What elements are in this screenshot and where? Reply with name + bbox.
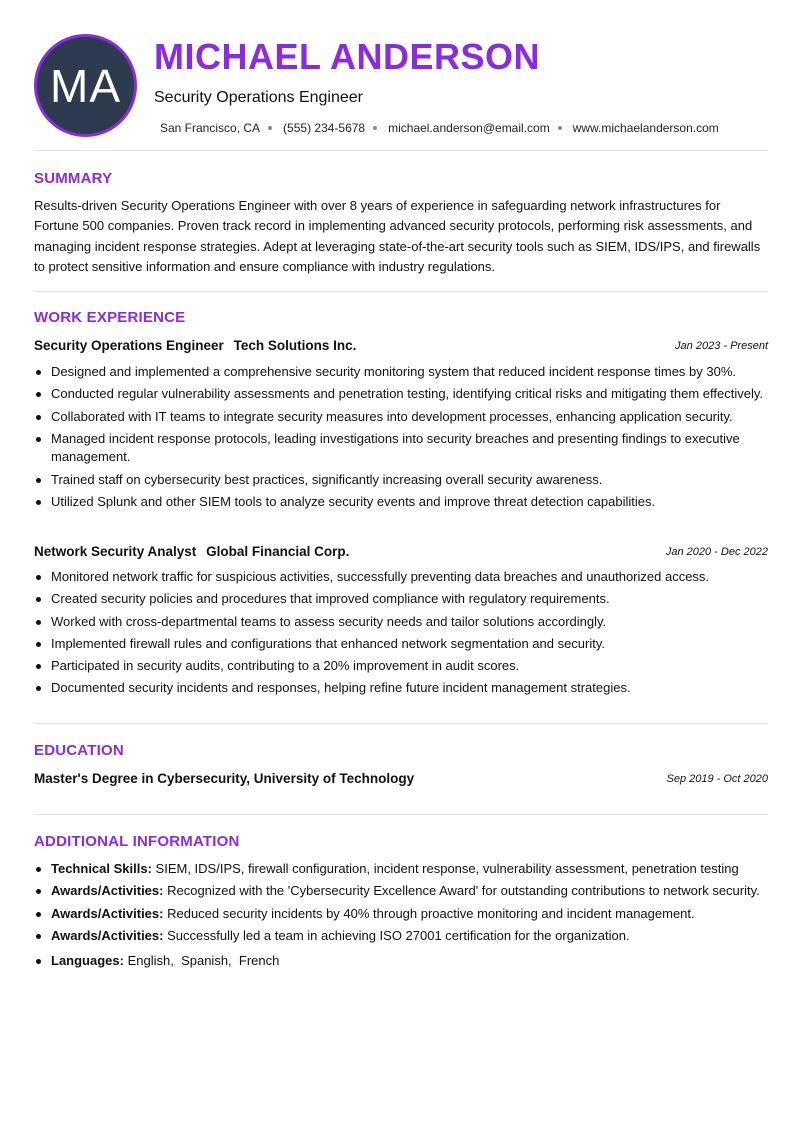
education-entry: [34, 771, 768, 789]
summary-text: Results-driven Security Operations Engineer with over 8 years of experience in safeguarding network infrastructures for Fortune 500 companies. Proven track record in implementing advanced security protocols, performing risk assessments, and managing incident response strategies. Adept at leveraging state-of-the-art security tools such as SIEM, IDS/IPS, and firewalls to protect sensitive information and ensure compliance with industry regulations.: [34, 198, 761, 274]
job-title-line: [34, 338, 356, 353]
list-item: Collaborated with IT teams to integrate security measures into development processes, enhancing application security.: [34, 408, 768, 427]
list-item: Designed and implemented a comprehensive security monitoring system that reduced incident response times by 30%.: [34, 363, 768, 382]
item-label: Awards/Activities:: [51, 927, 164, 943]
section-divider: [34, 723, 768, 724]
contact-phone: (555) 234-5678: [283, 121, 366, 135]
candidate-name: MICHAEL ANDERSON: [154, 36, 541, 77]
job-header: [34, 544, 768, 562]
item-text: Successfully led a team in achieving ISO 27001 certification for the organization.: [167, 927, 630, 943]
avatar: MA: [34, 34, 137, 137]
job-dates: Jan 2023 - Present: [675, 340, 768, 352]
additional-heading: ADDITIONAL INFORMATION: [34, 833, 240, 850]
experience-heading: WORK EXPERIENCE: [34, 309, 186, 326]
job-header: [34, 338, 768, 356]
job-title-line: [34, 544, 349, 559]
list-item: [34, 882, 768, 901]
additional-list: [34, 860, 768, 975]
job-bullets: [34, 568, 768, 702]
list-item: [34, 860, 768, 879]
section-divider: [34, 814, 768, 815]
education-degree: Master's Degree in Cybersecurity, University of Technology: [34, 771, 415, 786]
job-company: Global Financial Corp.: [206, 544, 350, 559]
item-text: English, Spanish, French: [127, 953, 280, 969]
item-text: Recognized with the 'Cybersecurity Excellence Award' for outstanding contributions to network security.: [167, 883, 760, 899]
list-item: Trained staff on cybersecurity best practices, significantly increasing overall security awareness.: [34, 471, 768, 490]
job-position: Network Security Analyst: [34, 544, 197, 559]
candidate-role: Security Operations Engineer: [154, 89, 363, 106]
section-divider: [34, 291, 768, 292]
list-item: Monitored network traffic for suspicious activities, successfully preventing data breaches and unauthorized access.: [34, 568, 768, 587]
contact-website[interactable]: www.michaelanderson.com: [572, 121, 719, 135]
summary-heading: SUMMARY: [34, 170, 113, 187]
education-heading: EDUCATION: [34, 742, 124, 759]
contact-info: [160, 121, 719, 135]
section-divider: [34, 150, 768, 151]
item-label: Awards/Activities:: [51, 905, 164, 921]
list-item: Documented security incidents and responses, helping refine future incident management strategies.: [34, 679, 768, 698]
job-bullets: [34, 363, 768, 515]
list-item: Participated in security audits, contributing to a 20% improvement in audit scores.: [34, 657, 768, 676]
contact-location: San Francisco, CA: [160, 121, 261, 135]
list-item: [34, 952, 768, 971]
job-company: Tech Solutions Inc.: [233, 338, 357, 353]
item-text: Reduced security incidents by 40% through proactive monitoring and incident management.: [167, 905, 695, 921]
separator-dot: [373, 126, 377, 130]
education-dates: Sep 2019 - Oct 2020: [666, 773, 768, 785]
list-item: Created security policies and procedures that improved compliance with regulatory requirements.: [34, 590, 768, 609]
list-item: [34, 927, 768, 946]
list-item: Utilized Splunk and other SIEM tools to analyze security events and improve threat detection capabilities.: [34, 493, 768, 512]
item-label: Languages:: [51, 953, 124, 969]
list-item: Conducted regular vulnerability assessments and penetration testing, identifying critical risks and mitigating them effectively.: [34, 385, 768, 404]
list-item: [34, 905, 768, 924]
item-label: Awards/Activities:: [51, 883, 164, 899]
separator-dot: [268, 126, 272, 130]
job-position: Security Operations Engineer: [34, 338, 224, 353]
list-item: Worked with cross-departmental teams to assess security needs and tailor solutions accordingly.: [34, 613, 768, 632]
resume-header: [34, 34, 768, 138]
item-text: SIEM, IDS/IPS, firewall configuration, incident response, vulnerability assessment, penetration testing: [155, 861, 739, 876]
item-label: Technical Skills:: [51, 861, 152, 876]
list-item: Implemented firewall rules and configurations that enhanced network segmentation and security.: [34, 635, 768, 654]
list-item: Managed incident response protocols, leading investigations into security breaches and presenting findings to executive management.: [34, 430, 768, 467]
contact-email[interactable]: michael.anderson@email.com: [388, 121, 550, 135]
separator-dot: [558, 126, 562, 130]
job-dates: Jan 2020 - Dec 2022: [665, 546, 768, 558]
